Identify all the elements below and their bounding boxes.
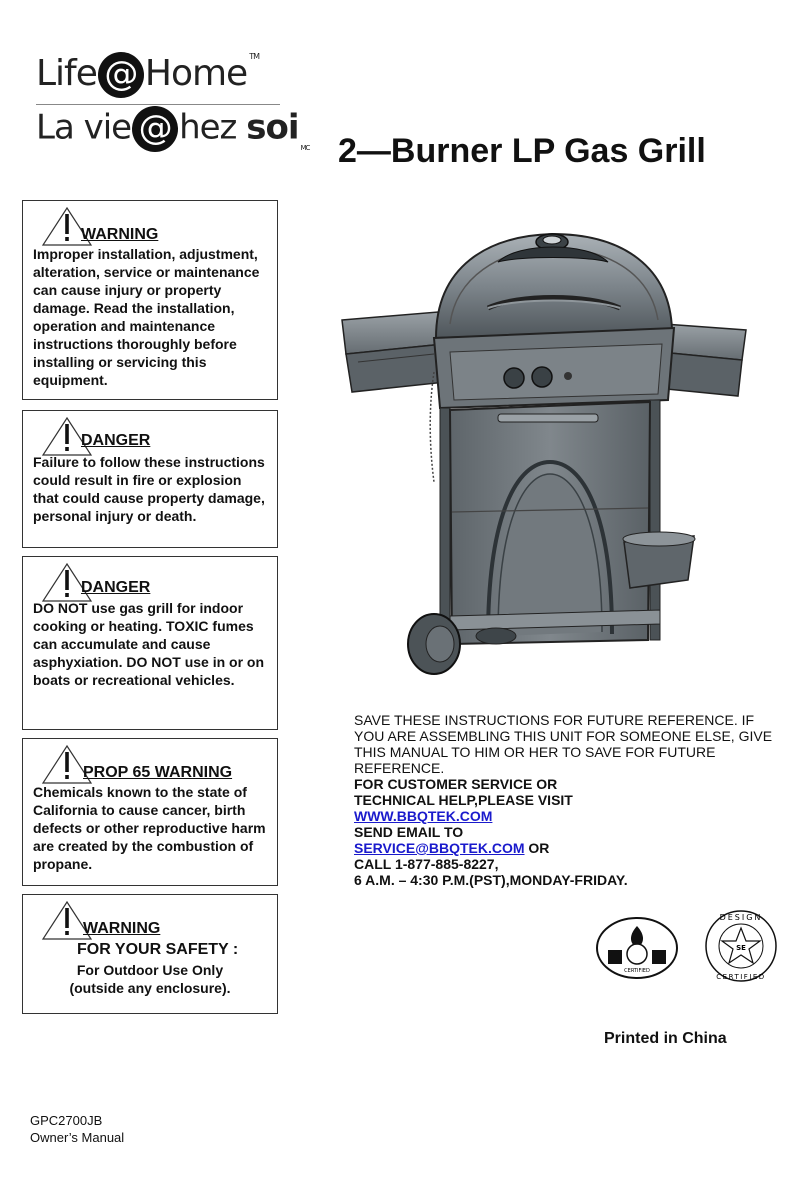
danger-heading: DANGER — [81, 432, 151, 449]
danger-body: DO NOT use gas grill for indoor cooking or heating. TOXIC fumes can accumulate and cause asphyxiation. DO NOT use in or on boats or recreational vehicles. — [33, 600, 265, 688]
danger-box-indoor — [22, 556, 278, 730]
brand-line2: La vie @ hez soiMC — [36, 107, 310, 152]
at-icon: @ — [132, 106, 178, 152]
service-line-1: FOR CUSTOMER SERVICE OR — [354, 776, 558, 792]
safety-body: For Outdoor Use Only (outside any enclosure). — [69, 962, 231, 996]
website-link[interactable]: WWW.BBQTEK.COM — [354, 808, 493, 824]
phone-text: CALL 1-877-885-8227, — [354, 856, 499, 872]
safety-heading: WARNING — [83, 920, 161, 937]
manual-label: Owner’s Manual — [30, 1130, 125, 1145]
star-label: SE — [736, 944, 746, 952]
design-top-text: DESIGN — [719, 913, 763, 922]
page-title: 2—Burner LP Gas Grill — [338, 132, 706, 170]
danger-body: Failure to follow these instructions could result in fire or explosion that could cause property damage, personal injury or death. — [33, 454, 265, 524]
danger-box-fire — [22, 410, 278, 548]
brand-line1: Life @ Home ™ — [36, 52, 259, 98]
email-label: SEND EMAIL TO — [354, 824, 464, 840]
safety-subheading: FOR YOUR SAFETY : — [77, 941, 239, 958]
design-bottom-text: CERTIFIED — [716, 973, 766, 981]
model-info — [30, 1112, 124, 1146]
csa-certification-mark — [594, 916, 680, 980]
brand-logo — [30, 44, 310, 184]
prop65-heading: PROP 65 WARNING — [83, 764, 233, 781]
warning-box-installation — [22, 200, 278, 400]
warning-body: Improper installation, adjustment, alteration, service or maintenance can cause injury or property damage. Read the installation, operation and maintenance instructions thoroughly before installing or servicing this equipment. — [33, 246, 260, 388]
prop65-body: Chemicals known to the state of California to cause cancer, birth defects or other reproductive harm are created by the combustion of propane. — [33, 784, 266, 872]
save-instructions-text: SAVE THESE INSTRUCTIONS FOR FUTURE REFERENCE. IF YOU ARE ASSEMBLING THIS UNIT FOR SOMEONE ELSE, GIVE THIS MANUAL TO HIM OR HER TO SAVE FOR FUTURE REFERENCE. — [354, 712, 773, 776]
email-suffix: OR — [524, 840, 550, 856]
service-info — [354, 712, 774, 888]
printed-in-text: Printed in China — [604, 1030, 727, 1047]
design-certified-mark — [704, 908, 778, 984]
warning-heading: WARNING — [81, 226, 159, 243]
model-number: GPC2700JB — [30, 1113, 103, 1128]
csa-certified-text: CERTIFIED — [624, 968, 650, 974]
prop65-warning-box — [22, 738, 278, 886]
danger-heading: DANGER — [81, 579, 151, 596]
email-link[interactable]: SERVICE@BBQTEK.COM — [354, 840, 525, 856]
safety-warning-box — [22, 894, 278, 1014]
hours-text: 6 A.M. – 4:30 P.M.(PST),MONDAY-FRIDAY. — [354, 872, 628, 888]
service-line-2: TECHNICAL HELP,PLEASE VISIT — [354, 792, 573, 808]
brand-divider — [36, 104, 280, 105]
gas-grill-illustration — [338, 212, 750, 690]
at-icon: @ — [98, 52, 144, 98]
